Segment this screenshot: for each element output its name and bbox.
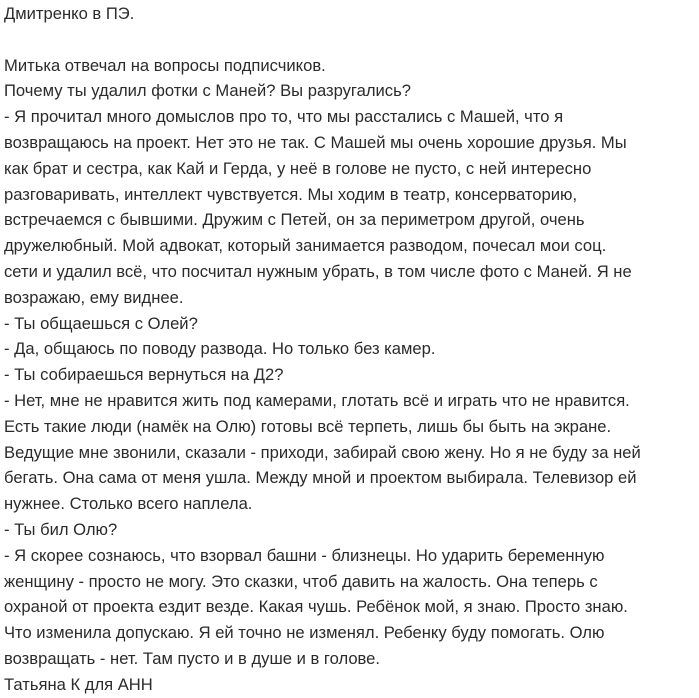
question-line: Почему ты удалил фотки с Маней? Вы разругались? <box>4 81 411 101</box>
answer-line: Есть такие люди (намёк на Олю) готовы всё терпеть, лишь бы быть на экране. <box>4 416 612 436</box>
answer-line: дружелюбный. Мой адвокат, который занимается разводом, почесал мои соц. <box>4 236 607 256</box>
intro-line: Митька отвечал на вопросы подписчиков. <box>4 55 326 75</box>
answer-line: встречаемся с бывшими. Дружим с Петей, он за периметром другой, очень <box>4 210 585 230</box>
answer-line: охраной от проекта ездит везде. Какая чушь. Ребёнок мой, я знаю. Просто знаю. <box>4 597 628 617</box>
post-text <box>0 1 699 694</box>
signature-line: Татьяна К для АНН <box>4 674 153 694</box>
answer-line: - Я прочитал много домыслов про то, что мы расстались с Машей, что я <box>4 107 564 127</box>
answer-line: возвращать - нет. Там пусто и в душе и в голове. <box>4 648 381 668</box>
answer-line: сети и удалил всё, что посчитал нужным убрать, в том числе фото с Маней. Я не <box>4 261 632 281</box>
answer-line: возражаю, ему виднее. <box>4 287 184 307</box>
answer-line: Ведущие мне звонили, сказали - приходи, забирай свою жену. Но я не буду за ней <box>4 442 641 462</box>
answer-line: - Да, общаюсь по поводу развода. Но только без камер. <box>4 339 436 359</box>
answer-line: - Я скорее сознаюсь, что взорвал башни - близнецы. Но ударить беременную <box>4 545 605 565</box>
question-line: - Ты собираешься вернуться на Д2? <box>4 365 284 385</box>
blank-line <box>4 27 699 53</box>
answer-line: бегать. Она сама от меня ушла. Между мной и проектом выбирала. Телевизор ей <box>4 468 637 488</box>
post-title: Дмитренко в ПЭ. <box>4 4 135 23</box>
answer-line: как брат и сестра, как Кай и Герда, у неё в голове не пусто, с ней интересно <box>4 158 592 178</box>
answer-line: разговаривать, интеллект чувствуется. Мы ходим в театр, консерваторию, <box>4 184 578 204</box>
answer-line: женщину - просто не могу. Это сказки, чтоб давить на жалость. Она теперь с <box>4 571 598 591</box>
answer-line: - Нет, мне не нравится жить под камерами, глотать всё и играть что не нравится. <box>4 390 630 410</box>
question-line: - Ты общаешься с Олей? <box>4 313 198 333</box>
answer-line: Что изменила допускаю. Я ей точно не изменял. Ребенку буду помогать. Олю <box>4 623 605 643</box>
answer-line: нужнее. Столько всего наплела. <box>4 494 253 514</box>
question-line: - Ты бил Олю? <box>4 519 118 539</box>
answer-line: возвращаюсь на проект. Нет это не так. С Машей мы очень хорошие друзья. Мы <box>4 132 627 152</box>
